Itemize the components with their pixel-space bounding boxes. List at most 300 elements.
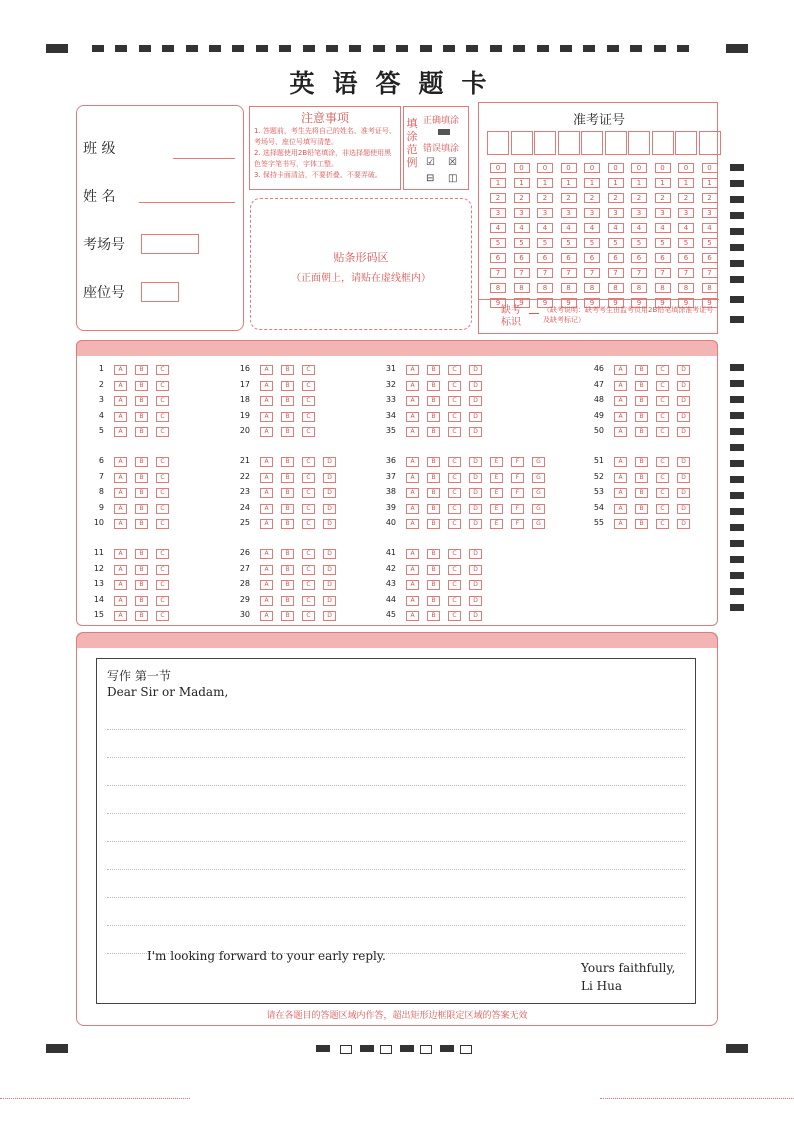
option-bubble[interactable]: C [156, 565, 169, 575]
id-digit-bubble[interactable]: 5 [631, 238, 647, 248]
option-bubble[interactable]: D [323, 473, 336, 483]
option-bubble[interactable]: D [677, 504, 690, 514]
option-bubble[interactable]: F [511, 488, 524, 498]
option-bubble[interactable]: A [614, 412, 627, 422]
id-digit-bubble[interactable]: 8 [608, 283, 624, 293]
option-bubble[interactable]: B [281, 473, 294, 483]
id-digit-bubble[interactable]: 6 [514, 253, 530, 263]
option-bubble[interactable]: A [260, 519, 273, 529]
option-bubble[interactable]: C [302, 473, 315, 483]
option-bubble[interactable]: B [135, 365, 148, 375]
id-write-cell[interactable] [652, 131, 674, 155]
id-digit-bubble[interactable]: 7 [655, 268, 671, 278]
id-digit-bubble[interactable]: 1 [490, 178, 506, 188]
option-bubble[interactable]: C [448, 488, 461, 498]
option-bubble[interactable]: A [114, 427, 127, 437]
option-bubble[interactable]: A [114, 519, 127, 529]
absent-mark[interactable] [529, 313, 539, 314]
option-bubble[interactable]: A [260, 488, 273, 498]
id-digit-bubble[interactable]: 8 [514, 283, 530, 293]
id-digit-bubble[interactable]: 6 [561, 253, 577, 263]
option-bubble[interactable]: C [302, 596, 315, 606]
writing-area[interactable] [96, 658, 696, 1004]
option-bubble[interactable]: A [614, 488, 627, 498]
option-bubble[interactable]: D [677, 519, 690, 529]
option-bubble[interactable]: C [656, 396, 669, 406]
option-bubble[interactable]: C [302, 565, 315, 575]
option-bubble[interactable]: D [469, 565, 482, 575]
option-bubble[interactable]: A [406, 473, 419, 483]
option-bubble[interactable]: A [260, 457, 273, 467]
id-digit-bubble[interactable]: 6 [608, 253, 624, 263]
id-digit-bubble[interactable]: 4 [631, 223, 647, 233]
id-write-cell[interactable] [605, 131, 627, 155]
option-bubble[interactable]: D [323, 488, 336, 498]
id-digit-bubble[interactable]: 9 [537, 298, 553, 308]
id-digit-bubble[interactable]: 5 [537, 238, 553, 248]
option-bubble[interactable]: B [281, 504, 294, 514]
option-bubble[interactable]: B [427, 611, 440, 621]
option-bubble[interactable]: B [135, 519, 148, 529]
option-bubble[interactable]: C [656, 519, 669, 529]
option-bubble[interactable]: A [406, 549, 419, 559]
id-digit-bubble[interactable]: 0 [537, 163, 553, 173]
option-bubble[interactable]: D [677, 381, 690, 391]
option-bubble[interactable]: C [448, 549, 461, 559]
option-bubble[interactable]: A [614, 365, 627, 375]
id-digit-bubble[interactable]: 5 [514, 238, 530, 248]
id-digit-bubble[interactable]: 2 [561, 193, 577, 203]
id-digit-bubble[interactable]: 7 [490, 268, 506, 278]
option-bubble[interactable]: D [677, 412, 690, 422]
id-digit-bubble[interactable]: 4 [608, 223, 624, 233]
option-bubble[interactable]: A [114, 596, 127, 606]
option-bubble[interactable]: F [511, 504, 524, 514]
option-bubble[interactable]: D [469, 611, 482, 621]
option-bubble[interactable]: A [260, 549, 273, 559]
id-digit-bubble[interactable]: 9 [514, 298, 530, 308]
room-field[interactable] [141, 234, 199, 254]
option-bubble[interactable]: C [448, 381, 461, 391]
option-bubble[interactable]: B [427, 488, 440, 498]
option-bubble[interactable]: A [260, 611, 273, 621]
option-bubble[interactable]: B [635, 412, 648, 422]
id-digit-bubble[interactable]: 7 [702, 268, 718, 278]
option-bubble[interactable]: A [406, 457, 419, 467]
id-digit-bubble[interactable]: 4 [537, 223, 553, 233]
option-bubble[interactable]: A [260, 473, 273, 483]
id-digit-bubble[interactable]: 0 [631, 163, 647, 173]
option-bubble[interactable]: A [260, 596, 273, 606]
option-bubble[interactable]: C [156, 381, 169, 391]
option-bubble[interactable]: C [656, 381, 669, 391]
id-write-cell[interactable] [511, 131, 533, 155]
option-bubble[interactable]: D [469, 427, 482, 437]
option-bubble[interactable]: B [135, 473, 148, 483]
id-digit-bubble[interactable]: 8 [584, 283, 600, 293]
id-digit-bubble[interactable]: 4 [678, 223, 694, 233]
option-bubble[interactable]: C [156, 488, 169, 498]
option-bubble[interactable]: F [511, 457, 524, 467]
id-digit-bubble[interactable]: 4 [490, 223, 506, 233]
option-bubble[interactable]: A [114, 412, 127, 422]
option-bubble[interactable]: A [114, 611, 127, 621]
id-digit-bubble[interactable]: 6 [655, 253, 671, 263]
option-bubble[interactable]: G [532, 457, 545, 467]
id-digit-bubble[interactable]: 0 [561, 163, 577, 173]
id-digit-bubble[interactable]: 4 [514, 223, 530, 233]
option-bubble[interactable]: A [406, 396, 419, 406]
option-bubble[interactable]: C [156, 611, 169, 621]
option-bubble[interactable]: B [427, 519, 440, 529]
option-bubble[interactable]: B [635, 381, 648, 391]
option-bubble[interactable]: C [302, 611, 315, 621]
id-digit-bubble[interactable]: 5 [561, 238, 577, 248]
id-digit-bubble[interactable]: 0 [584, 163, 600, 173]
option-bubble[interactable]: B [635, 457, 648, 467]
option-bubble[interactable]: B [281, 549, 294, 559]
option-bubble[interactable]: A [114, 549, 127, 559]
id-digit-bubble[interactable]: 7 [561, 268, 577, 278]
option-bubble[interactable]: B [427, 473, 440, 483]
id-digit-bubble[interactable]: 2 [655, 193, 671, 203]
option-bubble[interactable]: D [323, 565, 336, 575]
id-digit-bubble[interactable]: 9 [631, 298, 647, 308]
option-bubble[interactable]: B [135, 611, 148, 621]
option-bubble[interactable]: B [635, 504, 648, 514]
option-bubble[interactable]: C [302, 519, 315, 529]
option-bubble[interactable]: D [469, 580, 482, 590]
option-bubble[interactable]: A [114, 396, 127, 406]
option-bubble[interactable]: D [469, 549, 482, 559]
option-bubble[interactable]: B [281, 580, 294, 590]
option-bubble[interactable]: E [490, 519, 503, 529]
option-bubble[interactable]: B [281, 488, 294, 498]
id-digit-bubble[interactable]: 3 [584, 208, 600, 218]
option-bubble[interactable]: C [302, 504, 315, 514]
id-digit-bubble[interactable]: 9 [608, 298, 624, 308]
option-bubble[interactable]: G [532, 473, 545, 483]
option-bubble[interactable]: A [114, 504, 127, 514]
option-bubble[interactable]: G [532, 519, 545, 529]
option-bubble[interactable]: B [135, 427, 148, 437]
option-bubble[interactable]: B [427, 396, 440, 406]
option-bubble[interactable]: D [469, 488, 482, 498]
id-digit-bubble[interactable]: 3 [561, 208, 577, 218]
option-bubble[interactable]: D [323, 519, 336, 529]
option-bubble[interactable]: B [281, 427, 294, 437]
option-bubble[interactable]: D [323, 596, 336, 606]
option-bubble[interactable]: C [156, 504, 169, 514]
id-digit-bubble[interactable]: 8 [561, 283, 577, 293]
id-digit-bubble[interactable]: 8 [678, 283, 694, 293]
option-bubble[interactable]: C [302, 488, 315, 498]
id-digit-bubble[interactable]: 4 [655, 223, 671, 233]
option-bubble[interactable]: G [532, 488, 545, 498]
option-bubble[interactable]: B [635, 519, 648, 529]
option-bubble[interactable]: B [427, 549, 440, 559]
option-bubble[interactable]: D [469, 412, 482, 422]
id-digit-bubble[interactable]: 4 [702, 223, 718, 233]
option-bubble[interactable]: C [156, 457, 169, 467]
option-bubble[interactable]: D [323, 580, 336, 590]
option-bubble[interactable]: C [156, 596, 169, 606]
option-bubble[interactable]: E [490, 504, 503, 514]
option-bubble[interactable]: A [406, 504, 419, 514]
name-field[interactable] [139, 202, 235, 203]
option-bubble[interactable]: D [677, 365, 690, 375]
option-bubble[interactable]: B [135, 565, 148, 575]
id-digit-bubble[interactable]: 1 [631, 178, 647, 188]
id-digit-bubble[interactable]: 3 [608, 208, 624, 218]
option-bubble[interactable]: D [677, 396, 690, 406]
option-bubble[interactable]: A [114, 580, 127, 590]
id-digit-bubble[interactable]: 7 [514, 268, 530, 278]
id-write-cell[interactable] [487, 131, 509, 155]
option-bubble[interactable]: B [427, 504, 440, 514]
option-bubble[interactable]: C [156, 396, 169, 406]
option-bubble[interactable]: A [260, 504, 273, 514]
option-bubble[interactable]: B [427, 365, 440, 375]
option-bubble[interactable]: C [302, 412, 315, 422]
option-bubble[interactable]: C [448, 580, 461, 590]
id-digit-bubble[interactable]: 9 [655, 298, 671, 308]
option-bubble[interactable]: B [281, 365, 294, 375]
id-digit-bubble[interactable]: 2 [514, 193, 530, 203]
id-digit-bubble[interactable]: 3 [514, 208, 530, 218]
option-bubble[interactable]: B [427, 565, 440, 575]
option-bubble[interactable]: A [406, 412, 419, 422]
option-bubble[interactable]: C [656, 504, 669, 514]
option-bubble[interactable]: C [156, 427, 169, 437]
id-digit-bubble[interactable]: 2 [608, 193, 624, 203]
option-bubble[interactable]: B [427, 427, 440, 437]
option-bubble[interactable]: C [656, 488, 669, 498]
option-bubble[interactable]: C [448, 504, 461, 514]
option-bubble[interactable]: A [406, 365, 419, 375]
id-digit-bubble[interactable]: 9 [678, 298, 694, 308]
option-bubble[interactable]: D [677, 473, 690, 483]
option-bubble[interactable]: B [135, 396, 148, 406]
id-digit-bubble[interactable]: 9 [561, 298, 577, 308]
option-bubble[interactable]: C [656, 365, 669, 375]
option-bubble[interactable]: C [448, 565, 461, 575]
id-digit-bubble[interactable]: 6 [490, 253, 506, 263]
option-bubble[interactable]: B [135, 549, 148, 559]
id-write-cell[interactable] [558, 131, 580, 155]
option-bubble[interactable]: A [406, 596, 419, 606]
option-bubble[interactable]: A [114, 473, 127, 483]
option-bubble[interactable]: C [156, 549, 169, 559]
id-digit-bubble[interactable]: 4 [584, 223, 600, 233]
option-bubble[interactable]: B [427, 412, 440, 422]
option-bubble[interactable]: D [323, 549, 336, 559]
option-bubble[interactable]: D [469, 381, 482, 391]
option-bubble[interactable]: B [135, 381, 148, 391]
option-bubble[interactable]: C [302, 427, 315, 437]
id-digit-bubble[interactable]: 0 [702, 163, 718, 173]
option-bubble[interactable]: E [490, 488, 503, 498]
option-bubble[interactable]: D [469, 396, 482, 406]
id-digit-bubble[interactable]: 2 [702, 193, 718, 203]
id-digit-bubble[interactable]: 2 [678, 193, 694, 203]
option-bubble[interactable]: C [448, 427, 461, 437]
option-bubble[interactable]: F [511, 473, 524, 483]
option-bubble[interactable]: A [614, 381, 627, 391]
option-bubble[interactable]: C [156, 519, 169, 529]
id-digit-bubble[interactable]: 3 [631, 208, 647, 218]
id-digit-bubble[interactable]: 6 [702, 253, 718, 263]
id-digit-bubble[interactable]: 0 [655, 163, 671, 173]
option-bubble[interactable]: C [448, 365, 461, 375]
id-digit-bubble[interactable]: 1 [537, 178, 553, 188]
option-bubble[interactable]: A [406, 580, 419, 590]
option-bubble[interactable]: A [260, 427, 273, 437]
option-bubble[interactable]: C [656, 412, 669, 422]
option-bubble[interactable]: B [635, 365, 648, 375]
option-bubble[interactable]: A [614, 504, 627, 514]
id-digit-bubble[interactable]: 3 [537, 208, 553, 218]
id-digit-bubble[interactable]: 3 [678, 208, 694, 218]
option-bubble[interactable]: A [260, 412, 273, 422]
option-bubble[interactable]: B [135, 488, 148, 498]
option-bubble[interactable]: B [427, 457, 440, 467]
id-digit-bubble[interactable]: 7 [584, 268, 600, 278]
option-bubble[interactable]: C [156, 473, 169, 483]
id-digit-bubble[interactable]: 1 [608, 178, 624, 188]
option-bubble[interactable]: C [448, 396, 461, 406]
option-bubble[interactable]: C [302, 381, 315, 391]
option-bubble[interactable]: A [614, 473, 627, 483]
option-bubble[interactable]: C [448, 412, 461, 422]
option-bubble[interactable]: C [302, 396, 315, 406]
id-digit-bubble[interactable]: 0 [514, 163, 530, 173]
id-digit-bubble[interactable]: 1 [678, 178, 694, 188]
option-bubble[interactable]: B [135, 596, 148, 606]
id-digit-bubble[interactable]: 5 [702, 238, 718, 248]
option-bubble[interactable]: B [281, 396, 294, 406]
id-write-cell[interactable] [675, 131, 697, 155]
option-bubble[interactable]: D [677, 457, 690, 467]
option-bubble[interactable]: D [677, 488, 690, 498]
option-bubble[interactable]: A [114, 457, 127, 467]
option-bubble[interactable]: B [427, 381, 440, 391]
id-digit-bubble[interactable]: 7 [608, 268, 624, 278]
id-write-cell[interactable] [534, 131, 556, 155]
option-bubble[interactable]: A [406, 427, 419, 437]
option-bubble[interactable]: C [656, 473, 669, 483]
id-digit-bubble[interactable]: 1 [584, 178, 600, 188]
option-bubble[interactable]: A [614, 457, 627, 467]
id-digit-bubble[interactable]: 8 [655, 283, 671, 293]
id-digit-bubble[interactable]: 3 [702, 208, 718, 218]
option-bubble[interactable]: F [511, 519, 524, 529]
option-bubble[interactable]: C [448, 457, 461, 467]
option-bubble[interactable]: B [427, 580, 440, 590]
option-bubble[interactable]: D [677, 427, 690, 437]
id-digit-bubble[interactable]: 8 [702, 283, 718, 293]
option-bubble[interactable]: C [156, 412, 169, 422]
id-digit-bubble[interactable]: 5 [490, 238, 506, 248]
option-bubble[interactable]: D [469, 519, 482, 529]
id-write-cell[interactable] [699, 131, 721, 155]
option-bubble[interactable]: A [260, 565, 273, 575]
option-bubble[interactable]: D [469, 473, 482, 483]
option-bubble[interactable]: A [260, 396, 273, 406]
id-digit-bubble[interactable]: 3 [490, 208, 506, 218]
option-bubble[interactable]: A [114, 565, 127, 575]
id-digit-bubble[interactable]: 5 [584, 238, 600, 248]
option-bubble[interactable]: A [614, 519, 627, 529]
option-bubble[interactable]: D [469, 457, 482, 467]
option-bubble[interactable]: A [260, 580, 273, 590]
option-bubble[interactable]: B [135, 580, 148, 590]
option-bubble[interactable]: B [635, 396, 648, 406]
option-bubble[interactable]: A [406, 611, 419, 621]
option-bubble[interactable]: G [532, 504, 545, 514]
option-bubble[interactable]: C [302, 549, 315, 559]
option-bubble[interactable]: A [114, 365, 127, 375]
option-bubble[interactable]: C [448, 519, 461, 529]
id-digit-bubble[interactable]: 2 [631, 193, 647, 203]
option-bubble[interactable]: A [614, 396, 627, 406]
option-bubble[interactable]: C [448, 611, 461, 621]
id-digit-bubble[interactable]: 1 [702, 178, 718, 188]
id-digit-bubble[interactable]: 7 [678, 268, 694, 278]
option-bubble[interactable]: D [323, 611, 336, 621]
option-bubble[interactable]: C [156, 365, 169, 375]
id-digit-bubble[interactable]: 5 [678, 238, 694, 248]
id-digit-bubble[interactable]: 3 [655, 208, 671, 218]
option-bubble[interactable]: B [135, 457, 148, 467]
option-bubble[interactable]: D [469, 596, 482, 606]
option-bubble[interactable]: B [281, 381, 294, 391]
option-bubble[interactable]: D [469, 504, 482, 514]
option-bubble[interactable]: B [281, 611, 294, 621]
id-digit-bubble[interactable]: 5 [608, 238, 624, 248]
seat-field[interactable] [141, 282, 179, 302]
id-digit-bubble[interactable]: 2 [490, 193, 506, 203]
option-bubble[interactable]: B [635, 473, 648, 483]
id-write-cell[interactable] [581, 131, 603, 155]
id-digit-bubble[interactable]: 8 [490, 283, 506, 293]
option-bubble[interactable]: A [406, 488, 419, 498]
id-digit-bubble[interactable]: 1 [514, 178, 530, 188]
option-bubble[interactable]: B [281, 412, 294, 422]
option-bubble[interactable]: B [281, 457, 294, 467]
id-digit-bubble[interactable]: 0 [608, 163, 624, 173]
option-bubble[interactable]: C [302, 580, 315, 590]
id-digit-bubble[interactable]: 6 [537, 253, 553, 263]
option-bubble[interactable]: B [427, 596, 440, 606]
id-digit-bubble[interactable]: 6 [678, 253, 694, 263]
option-bubble[interactable]: C [656, 457, 669, 467]
option-bubble[interactable]: B [135, 504, 148, 514]
option-bubble[interactable]: A [114, 381, 127, 391]
option-bubble[interactable]: A [260, 365, 273, 375]
id-digit-bubble[interactable]: 8 [631, 283, 647, 293]
option-bubble[interactable]: B [281, 596, 294, 606]
id-write-cell[interactable] [628, 131, 650, 155]
option-bubble[interactable]: A [406, 381, 419, 391]
id-digit-bubble[interactable]: 2 [584, 193, 600, 203]
class-field[interactable] [173, 158, 235, 159]
option-bubble[interactable]: B [635, 488, 648, 498]
option-bubble[interactable]: A [614, 427, 627, 437]
option-bubble[interactable]: E [490, 473, 503, 483]
option-bubble[interactable]: B [281, 565, 294, 575]
id-digit-bubble[interactable]: 0 [678, 163, 694, 173]
